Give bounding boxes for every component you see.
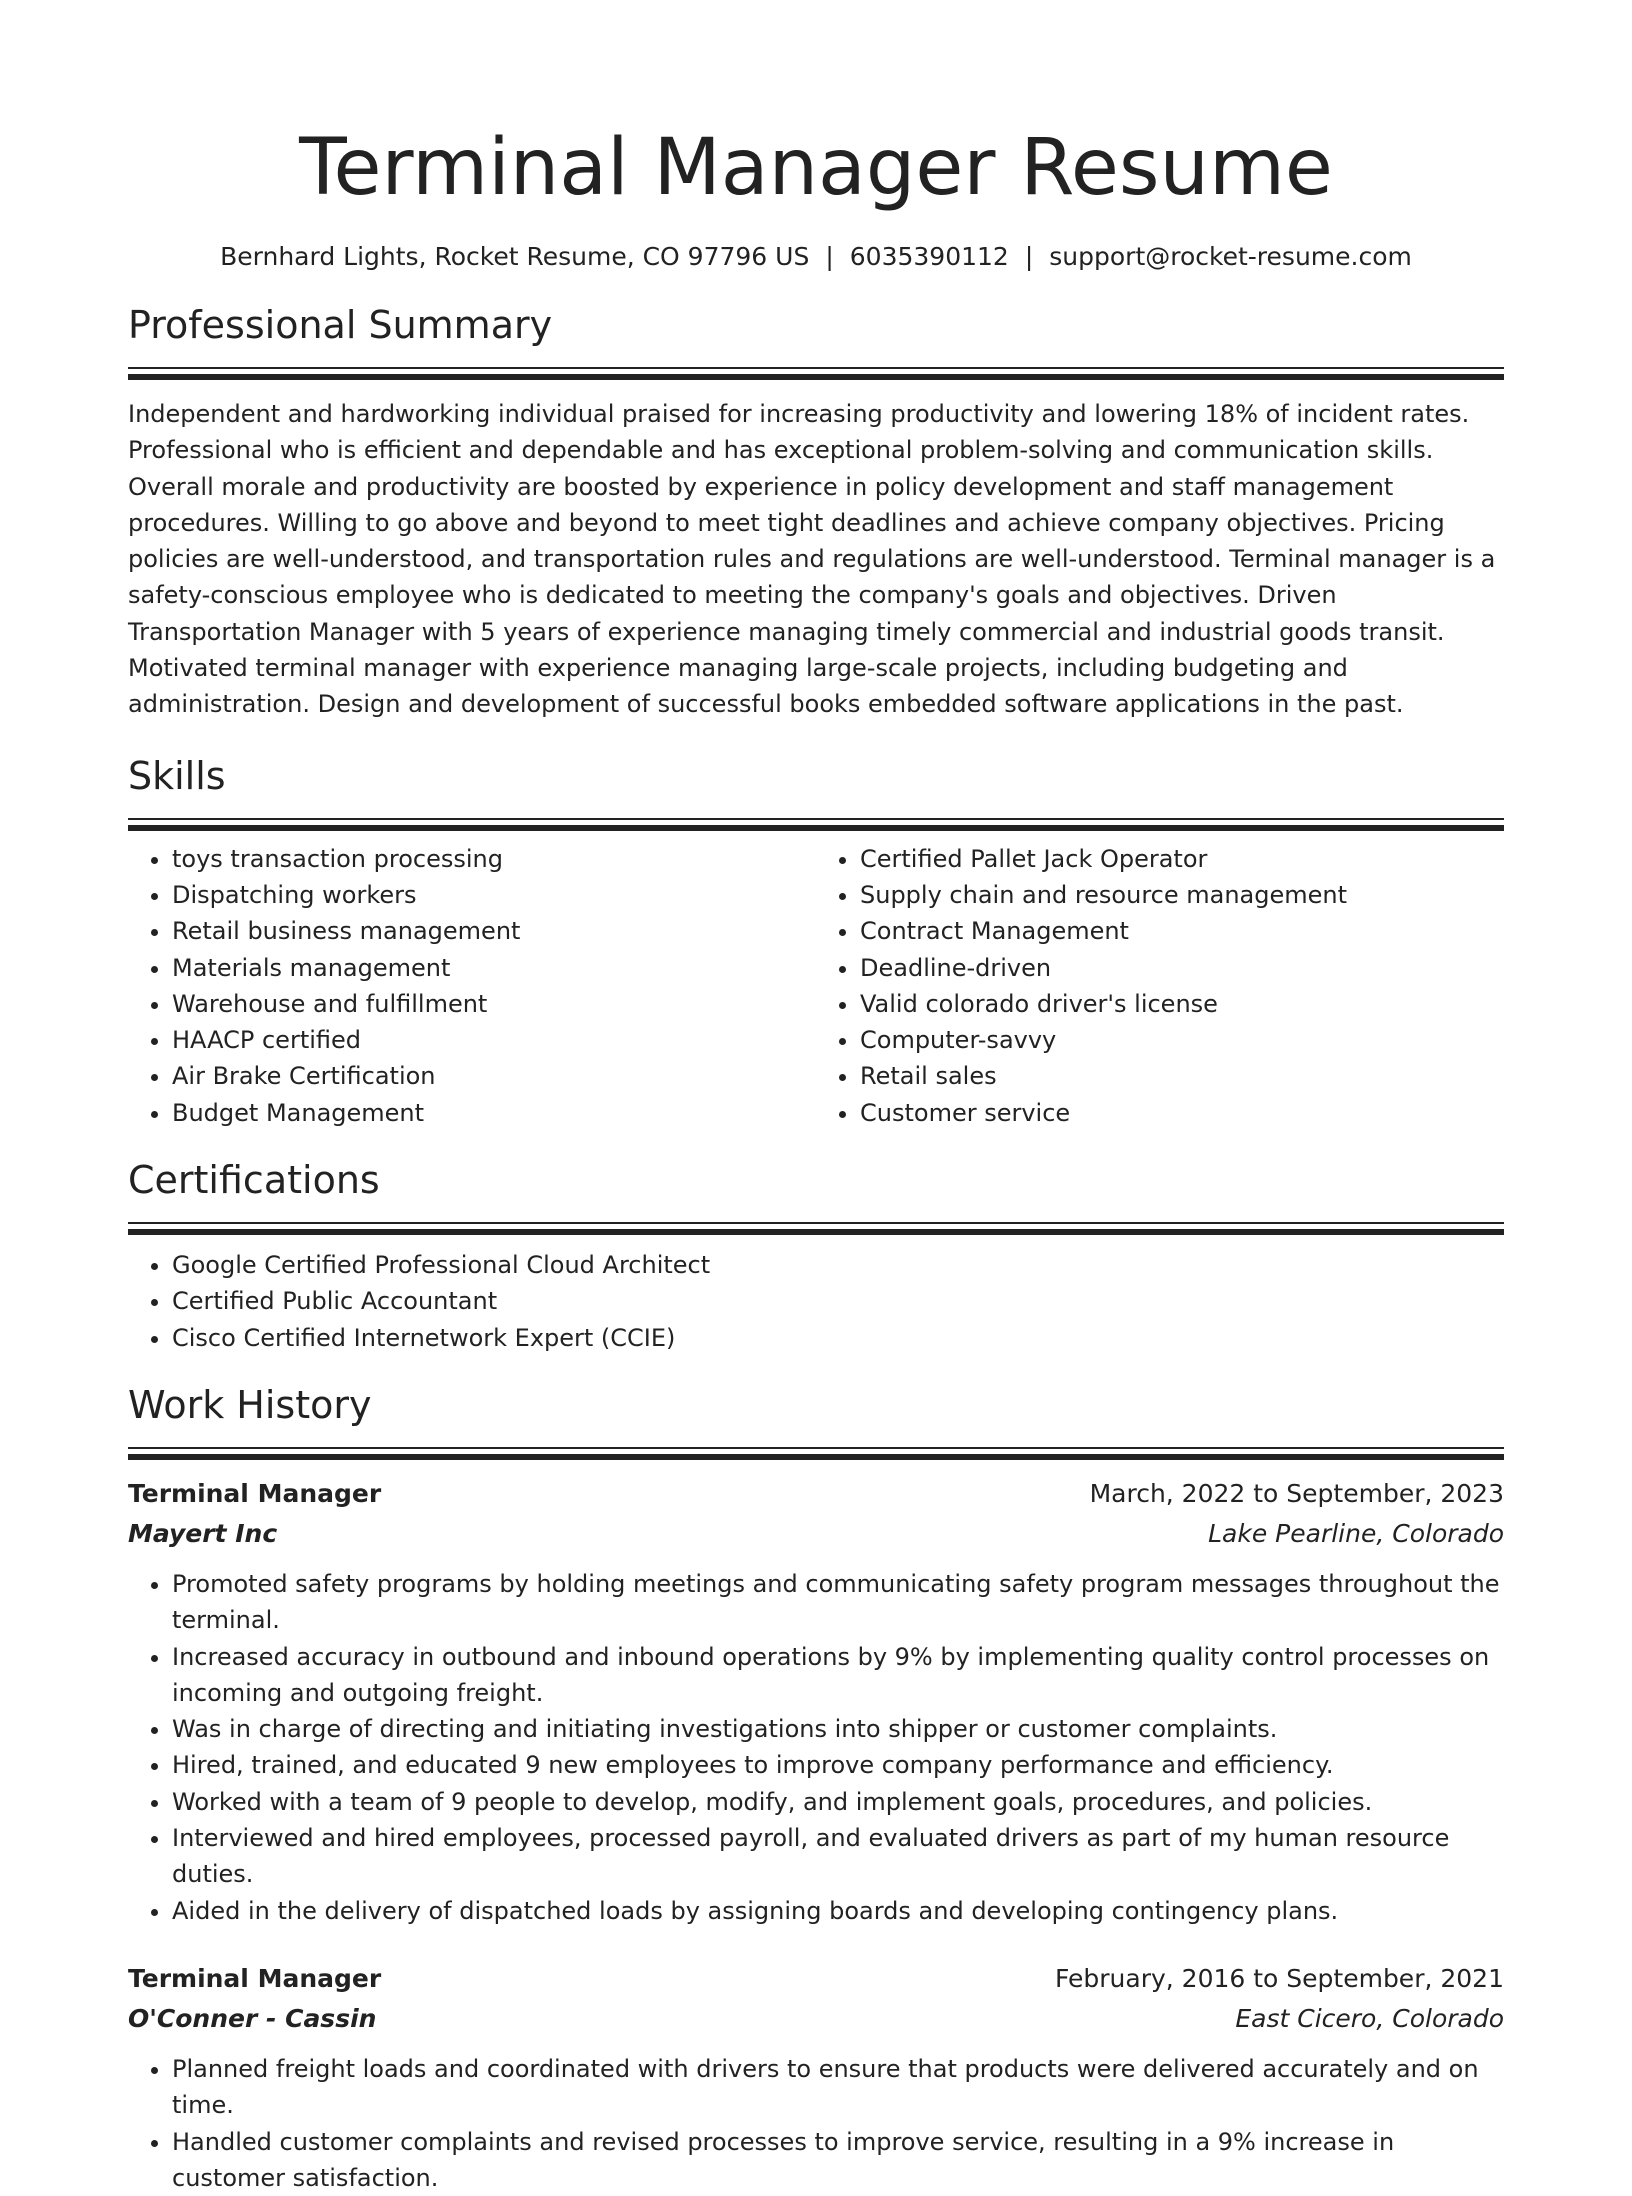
job-dates: February, 2016 to September, 2021: [1055, 1959, 1504, 1999]
job-bullet: • Promoted safety programs by holding meetings and communicating safety program messages throughout the terminal.: [172, 1566, 1504, 1639]
job-location: Lake Pearline, Colorado: [1208, 1514, 1504, 1554]
skill-item: • Dispatching workers: [172, 877, 816, 913]
job-entry: [128, 1474, 1504, 1929]
resume-title: Terminal Manager Resume: [128, 0, 1504, 218]
section-rule: [128, 1222, 1504, 1224]
job-title: Terminal Manager: [128, 1959, 381, 1999]
skill-item: • Valid colorado driver's license: [860, 986, 1504, 1022]
job-company: Mayert Inc: [128, 1514, 277, 1554]
job-header: [128, 1474, 1504, 1514]
summary-text: Independent and hardworking individual praised for increasing productivity and lowering 18% of incident rates. Professional who is efficient and dependable and has exceptional problem-solving and communication skills. Overall morale and productivity are boosted by experience in policy development and staff management procedures. Willing to go above and beyond to meet tight deadlines and achieve company objectives. Pricing policies are well-understood, and transportation rules and regulations are well-understood. Terminal manager is a safety-conscious employee who is dedicated to meeting the company's goals and objectives. Driven Transportation Manager with 5 years of experience managing timely commercial and industrial goods transit. Motivated terminal manager with experience managing large-scale projects, including budgeting and administration. Design and development of successful books embedded software applications in the past.: [128, 396, 1504, 723]
job-bullets: [128, 1566, 1504, 1929]
section-heading-work: Work History: [128, 1380, 1504, 1430]
section-rule: [128, 1447, 1504, 1449]
work-section: [128, 1380, 1504, 2196]
skill-item: • Customer service: [860, 1095, 1504, 1131]
job-header: [128, 1959, 1504, 1999]
job-bullet: • Planned freight loads and coordinated with drivers to ensure that products were delivered accurately and on time.: [172, 2051, 1504, 2124]
skill-item: • Materials management: [172, 950, 816, 986]
section-rule-thick: [128, 825, 1504, 831]
skill-item: • Air Brake Certification: [172, 1058, 816, 1094]
section-rule-thick: [128, 1454, 1504, 1460]
skill-item: • Supply chain and resource management: [860, 877, 1504, 913]
skill-item: • toys transaction processing: [172, 841, 816, 877]
certification-item: • Cisco Certified Internetwork Expert (CCIE): [172, 1320, 1504, 1356]
skill-item: • Retail business management: [172, 913, 816, 949]
certifications-list: [128, 1247, 1504, 1356]
email: support@rocket-resume.com: [1049, 242, 1412, 271]
job-subheader: [128, 1514, 1504, 1554]
job-title: Terminal Manager: [128, 1474, 381, 1514]
job-dates: March, 2022 to September, 2023: [1090, 1474, 1504, 1514]
job-bullets: [128, 2051, 1504, 2196]
skill-item: • Deadline-driven: [860, 950, 1504, 986]
job-bullet: • Interviewed and hired employees, processed payroll, and evaluated drivers as part of my human resource duties.: [172, 1820, 1504, 1893]
job-bullet: • Increased accuracy in outbound and inbound operations by 9% by implementing quality control processes on incoming and outgoing freight.: [172, 1639, 1504, 1712]
section-heading-certifications: Certifications: [128, 1155, 1504, 1205]
phone: 6035390112: [850, 242, 1009, 271]
skill-item: • Computer-savvy: [860, 1022, 1504, 1058]
skill-item: • Warehouse and fulfillment: [172, 986, 816, 1022]
job-company: O'Conner - Cassin: [128, 1999, 376, 2039]
contact-line: [128, 240, 1504, 274]
section-heading-summary: Professional Summary: [128, 300, 1504, 350]
job-bullet: • Was in charge of directing and initiating investigations into shipper or customer complaints.: [172, 1711, 1504, 1747]
job-location: East Cicero, Colorado: [1235, 1999, 1504, 2039]
skills-grid: [128, 841, 1504, 1131]
section-rule-thick: [128, 1229, 1504, 1235]
summary-section: [128, 300, 1504, 723]
job-subheader: [128, 1999, 1504, 2039]
section-rule: [128, 367, 1504, 369]
skills-section: [128, 751, 1504, 1131]
certification-item: • Google Certified Professional Cloud Architect: [172, 1247, 1504, 1283]
certification-item: • Certified Public Accountant: [172, 1283, 1504, 1319]
skills-right-list: [816, 841, 1504, 1131]
skills-left-list: [128, 841, 816, 1131]
skill-item: • Certified Pallet Jack Operator: [860, 841, 1504, 877]
job-entry: [128, 1959, 1504, 2196]
address: Bernhard Lights, Rocket Resume, CO 97796 US: [220, 242, 809, 271]
section-heading-skills: Skills: [128, 751, 1504, 801]
contact-separator: |: [825, 242, 833, 271]
job-bullet: • Worked with a team of 9 people to develop, modify, and implement goals, procedures, and policies.: [172, 1784, 1504, 1820]
section-rule: [128, 818, 1504, 820]
section-rule-thick: [128, 374, 1504, 380]
certifications-section: [128, 1155, 1504, 1356]
contact-separator: |: [1025, 242, 1033, 271]
skill-item: • HAACP certified: [172, 1022, 816, 1058]
skill-item: • Budget Management: [172, 1095, 816, 1131]
job-bullet: • Aided in the delivery of dispatched loads by assigning boards and developing contingency plans.: [172, 1893, 1504, 1929]
skill-item: • Retail sales: [860, 1058, 1504, 1094]
job-bullet: • Handled customer complaints and revised processes to improve service, resulting in a 9% increase in customer satisfaction.: [172, 2124, 1504, 2196]
skill-item: • Contract Management: [860, 913, 1504, 949]
job-bullet: • Hired, trained, and educated 9 new employees to improve company performance and efficiency.: [172, 1747, 1504, 1783]
